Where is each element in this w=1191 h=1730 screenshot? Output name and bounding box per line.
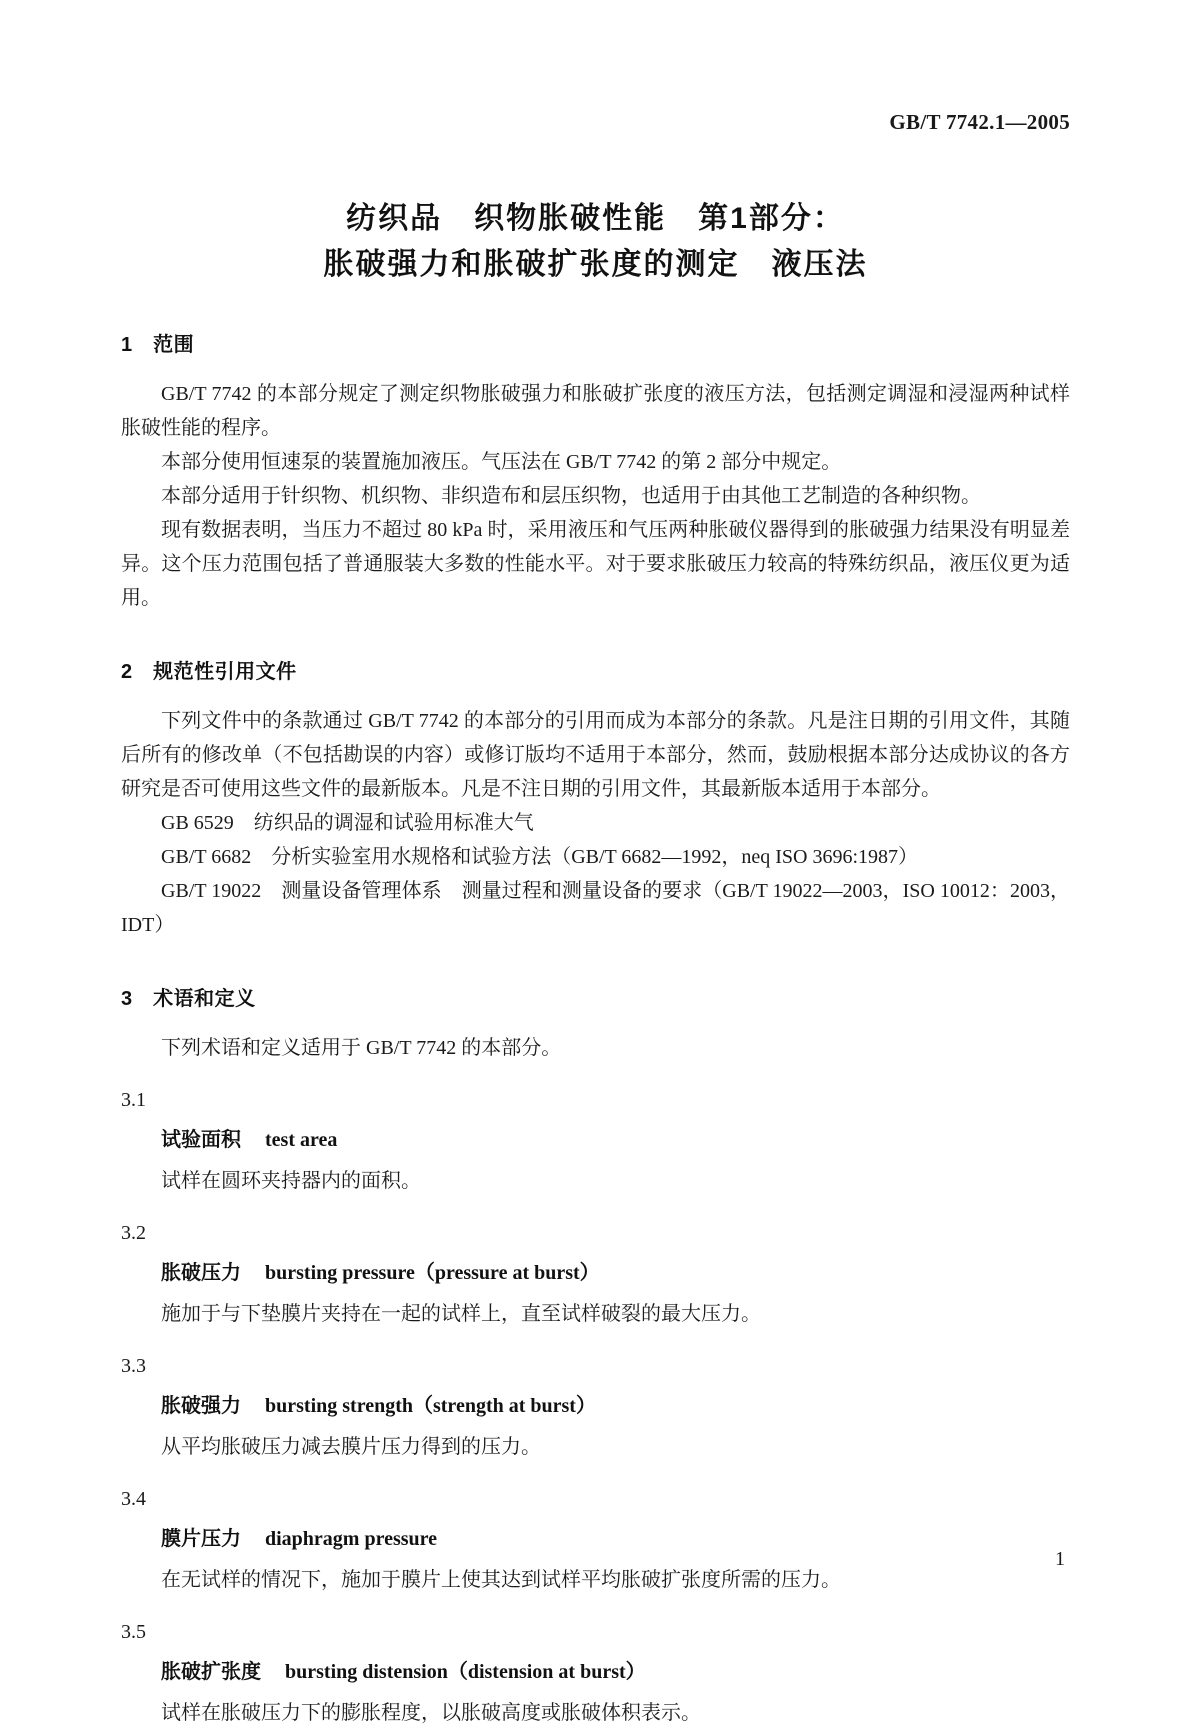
term-name	[121, 1657, 1070, 1687]
term-block	[121, 1617, 1070, 1730]
term-name-zh: 试验面积	[161, 1129, 241, 1151]
term-name-en: bursting strength（strength at burst）	[265, 1395, 596, 1417]
section-3-intro: 下列术语和定义适用于 GB/T 7742 的本部分。	[161, 1037, 562, 1059]
section-2-paragraph: 下列文件中的条款通过 GB/T 7742 的本部分的引用而成为本部分的条款。凡是注日期的引用文件，其随后所有的修改单（不包括勘误的内容）或修订版均不适用于本部分，然而，鼓励根据本部分达成协议的各方研究是否可使用这些文件的最新版本。凡是不注日期的引用文件，其最新版本适用于本部分。	[121, 710, 1070, 800]
term-number: 3.1	[121, 1089, 146, 1111]
term-name-en: test area	[265, 1129, 338, 1151]
term-definition: 从平均胀破压力减去膜片压力得到的压力。	[161, 1436, 541, 1458]
page-content	[121, 0, 1070, 1730]
document-title-line1: 纺织品 织物胀破性能 第1部分：	[346, 202, 845, 235]
term-name-zh: 膜片压力	[161, 1528, 241, 1550]
term-name-en: diaphragm pressure	[265, 1528, 438, 1550]
section-1-paragraph: 本部分使用恒速泵的装置施加液压。气压法在 GB/T 7742 的第 2 部分中规定。	[161, 451, 842, 473]
section-1-paragraph: 本部分适用于针织物、机织物、非织造布和层压织物，也适用于由其他工艺制造的各种织物。	[161, 485, 981, 507]
normative-reference: GB/T 19022 测量设备管理体系 测量过程和测量设备的要求（GB/T 19022—2003，ISO 10012：2003，IDT）	[121, 880, 1070, 936]
section-3-heading: 3 术语和定义	[121, 988, 256, 1010]
normative-reference: GB/T 6682 分析实验室用水规格和试验方法（GB/T 6682—1992，neq ISO 3696:1987）	[161, 846, 919, 868]
document-title	[121, 0, 1070, 288]
term-definition: 试样在胀破压力下的膨胀程度，以胀破高度或胀破体积表示。	[161, 1702, 701, 1724]
term-name	[121, 1125, 1070, 1155]
section-1-paragraph: GB/T 7742 的本部分规定了测定织物胀破强力和胀破扩张度的液压方法，包括测定调湿和浸湿两种试样胀破性能的程序。	[121, 383, 1070, 439]
section-2-heading: 2 规范性引用文件	[121, 661, 297, 683]
term-name-zh: 胀破强力	[161, 1395, 241, 1417]
section-1-heading: 1 范围	[121, 334, 195, 356]
term-number: 3.5	[121, 1621, 146, 1643]
document-title-line2: 胀破强力和胀破扩张度的测定 液压法	[323, 248, 868, 281]
term-definition: 施加于与下垫膜片夹持在一起的试样上，直至试样破裂的最大压力。	[161, 1303, 761, 1325]
term-name-en: bursting pressure（pressure at burst）	[265, 1262, 600, 1284]
normative-reference: GB 6529 纺织品的调湿和试验用标准大气	[161, 812, 534, 834]
term-block	[121, 1351, 1070, 1464]
term-name	[121, 1258, 1070, 1288]
standard-number: GB/T 7742.1—2005	[889, 110, 1070, 134]
term-definition: 在无试样的情况下，施加于膜片上使其达到试样平均胀破扩张度所需的压力。	[161, 1569, 841, 1591]
term-block	[121, 1218, 1070, 1331]
section-1-paragraph: 现有数据表明，当压力不超过 80 kPa 时，采用液压和气压两种胀破仪器得到的胀破强力结果没有明显差异。这个压力范围包括了普通服装大多数的性能水平。对于要求胀破压力较高的特殊纺织品，液压仪更为适用。	[121, 519, 1070, 609]
page-number: 1	[1055, 1548, 1065, 1570]
term-name	[121, 1524, 1070, 1554]
term-block	[121, 1085, 1070, 1198]
term-name-zh: 胀破扩张度	[161, 1661, 261, 1683]
term-name-zh: 胀破压力	[161, 1262, 241, 1284]
term-definition: 试样在圆环夹持器内的面积。	[161, 1170, 421, 1192]
term-name	[121, 1391, 1070, 1421]
term-number: 3.4	[121, 1488, 146, 1510]
term-name-en: bursting distension（distension at burst）	[285, 1661, 646, 1683]
term-number: 3.2	[121, 1222, 146, 1244]
term-block	[121, 1484, 1070, 1597]
term-number: 3.3	[121, 1355, 146, 1377]
